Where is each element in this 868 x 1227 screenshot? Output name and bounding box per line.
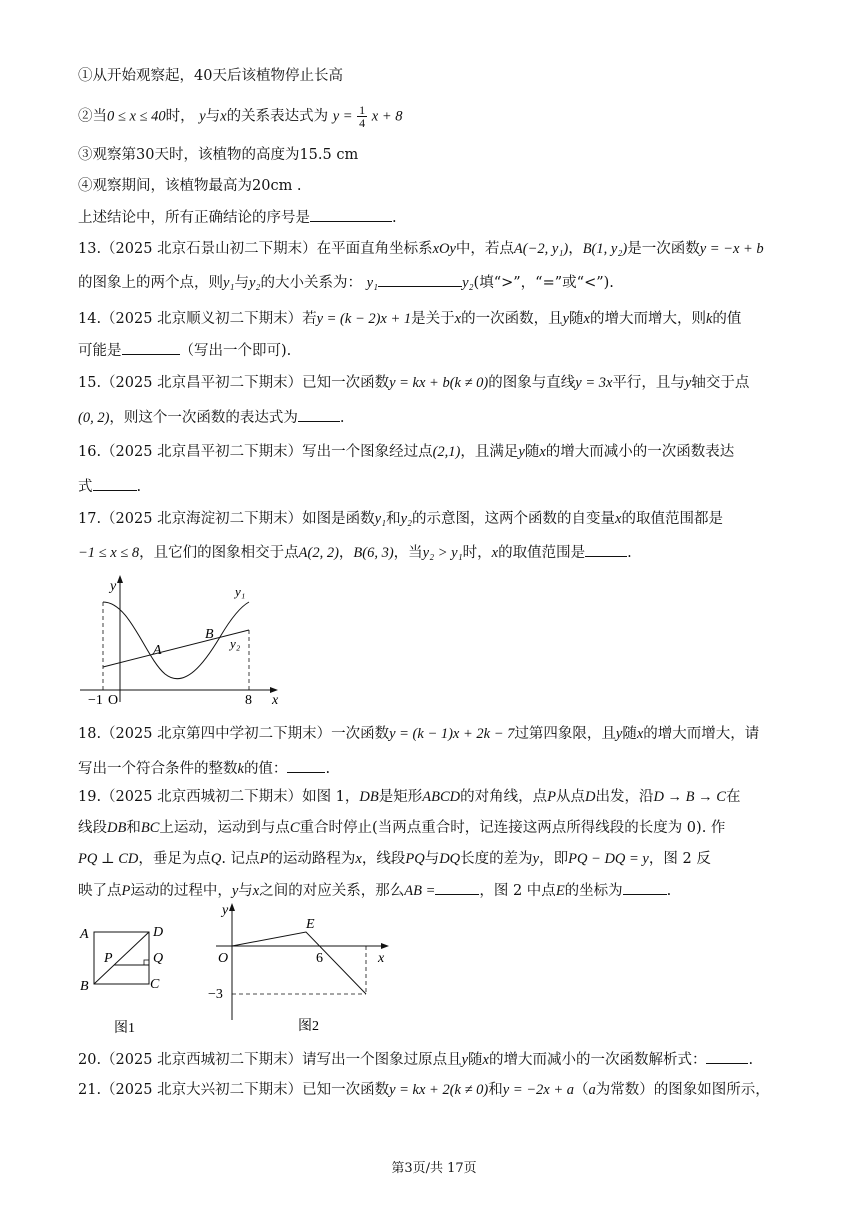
question-19-line-1: 19.（2025 北京西城初二下期末）如图 1，DB是矩形ABCD的对角线，点P从点D出发，沿D → B → C在 xyxy=(78,789,741,805)
answer-blank[interactable] xyxy=(585,542,627,557)
question-14-line-2: 可能是 （写出一个即可). xyxy=(78,340,291,361)
y-axis-label: y xyxy=(110,579,117,594)
tick-label-minus-three: −3 xyxy=(208,987,223,1002)
question-15-line-1: 15.（2025 北京昌平初二下期末）已知一次函数y = kx + b(k ≠ 0)的图象与直线y = 3x平行，且与y轴交于点 xyxy=(78,375,750,391)
question-20: 20.（2025 北京西城初二下期末）请写出一个图象过原点且y随x的增大而减小的一次函数解析式： . xyxy=(78,1049,753,1070)
graph-polyline xyxy=(232,932,366,994)
curve-y1 xyxy=(103,602,249,679)
question-19-line-4: 映了点P运动的过程中，y与x之间的对应关系，那么AB = ，图 2 中点E的坐标为 . xyxy=(78,880,671,901)
answer-blank-e[interactable] xyxy=(623,880,667,895)
origin-label: O xyxy=(108,693,119,708)
question-17-line-1: 17.（2025 北京海淀初二下期末）如图是函数y₁和y₂的示意图，这两个函数的自变量x的取值范围都是 xyxy=(78,511,723,527)
question-17-line-2: −1 ≤ x ≤ 8，且它们的图象相交于点A(2, 2)，B(6, 3)，当y₂ > y₁时，x的取值范围是 . xyxy=(78,542,632,563)
figure-17-graph xyxy=(70,572,290,712)
answer-blank[interactable] xyxy=(706,1049,748,1064)
question-16-line-2: 式 . xyxy=(78,476,141,497)
question-16-line-1: 16.（2025 北京昌平初二下期末）写出一个图象经过点(2,1)，且满足y随x的增大而减小的一次函数表达 xyxy=(78,444,735,460)
fraction-one-quarter: $\frac{1}{4}$ xyxy=(359,103,366,130)
point-P-label: P xyxy=(104,951,113,966)
question-21: 21.（2025 北京大兴初二下期末）已知一次函数y = kx + 2(k ≠ 0)和y = −2x + a（a为常数）的图象如图所示， xyxy=(78,1082,770,1098)
x-axis-label: x xyxy=(378,951,385,966)
diagonal-db xyxy=(94,932,149,984)
question-19-line-3: PQ ⊥ CD，垂足为点Q. 记点P的运动路程为x，线段PQ与DQ长度的差为y，即PQ − DQ = y，图 2 反 xyxy=(78,851,711,867)
tick-label-minus-one: −1 xyxy=(88,693,103,708)
tick-label-eight: 8 xyxy=(245,693,252,708)
statement-2: ②当0 ≤ x ≤ 40时， y与x的关系表达式为 y = $\frac{1}{4}$ x + 8 xyxy=(78,103,403,130)
answer-blank[interactable] xyxy=(287,758,325,773)
right-angle-mark xyxy=(144,960,149,965)
page-footer: 第3页/共 17页 xyxy=(391,1161,477,1176)
question-13-line-1: 13.（2025 北京石景山初二下期末）在平面直角坐标系xOy中，若点A(−2, y₁)，B(1, y₂)是一次函数y = −x + b xyxy=(78,241,764,257)
point-A-label: A xyxy=(153,643,162,658)
curve-y1-label: y₁ xyxy=(235,584,246,599)
statement-3: ③观察第30天时，该植物的高度为15.5 cm xyxy=(78,147,359,163)
figure-1-caption: 图1 xyxy=(114,1021,135,1036)
answer-blank[interactable] xyxy=(93,476,137,491)
figure-19-rectangle xyxy=(74,920,184,1040)
point-Q-label: Q xyxy=(153,951,164,966)
question-19-line-2: 线段DB和BC上运动，运动到与点C重合时停止(当两点重合时，记连接这两点所得线段的长度为 0). 作 xyxy=(78,820,726,836)
x-axis-arrow-icon xyxy=(381,943,389,949)
y-axis-arrow-icon xyxy=(117,575,123,583)
answer-blank[interactable] xyxy=(310,207,392,222)
question-18-line-2: 写出一个符合条件的整数k的值： . xyxy=(78,758,330,779)
conclusion-line: 上述结论中，所有正确结论的序号是 . xyxy=(78,207,397,228)
statement-4: ④观察期间，该植物最高为20cm . xyxy=(78,178,302,194)
line-y2 xyxy=(103,630,249,667)
x-axis-label: x xyxy=(272,693,279,708)
question-14-line-1: 14.（2025 北京顺义初二下期末）若y = (k − 2)x + 1是关于x的一次函数，且y随x的增大而增大，则k的值 xyxy=(78,311,742,327)
origin-label: O xyxy=(218,951,229,966)
vertex-B-label: B xyxy=(80,979,89,994)
answer-blank-ab[interactable] xyxy=(435,880,479,895)
answer-blank[interactable] xyxy=(378,272,462,287)
tick-label-six: 6 xyxy=(316,951,323,966)
y-axis-arrow-icon xyxy=(229,903,235,911)
statement-1: ①从开始观察起，40天后该植物停止长高 xyxy=(78,68,343,84)
point-E-label: E xyxy=(306,917,315,932)
vertex-A-label: A xyxy=(80,927,89,942)
question-15-line-2: (0, 2)，则这个一次函数的表达式为 . xyxy=(78,407,345,428)
y-axis-label: y xyxy=(222,903,229,918)
answer-blank[interactable] xyxy=(298,407,340,422)
vertex-D-label: D xyxy=(153,925,164,940)
vertex-C-label: C xyxy=(150,977,160,992)
figure-19-graph xyxy=(196,900,396,1040)
point-B-label: B xyxy=(205,627,214,642)
question-18-line-1: 18.（2025 北京第四中学初二下期末）一次函数y = (k − 1)x + 2k − 7过第四象限，且y随x的增大而增大，请 xyxy=(78,726,760,742)
answer-blank[interactable] xyxy=(122,340,180,355)
line-y2-label: y₂ xyxy=(230,636,241,651)
question-13-line-2: 的图象上的两个点，则y₁与y₂的大小关系为： y₁ y₂(填“>”，“=”或“<”). xyxy=(78,272,614,293)
figure-2-caption: 图2 xyxy=(298,1019,319,1034)
